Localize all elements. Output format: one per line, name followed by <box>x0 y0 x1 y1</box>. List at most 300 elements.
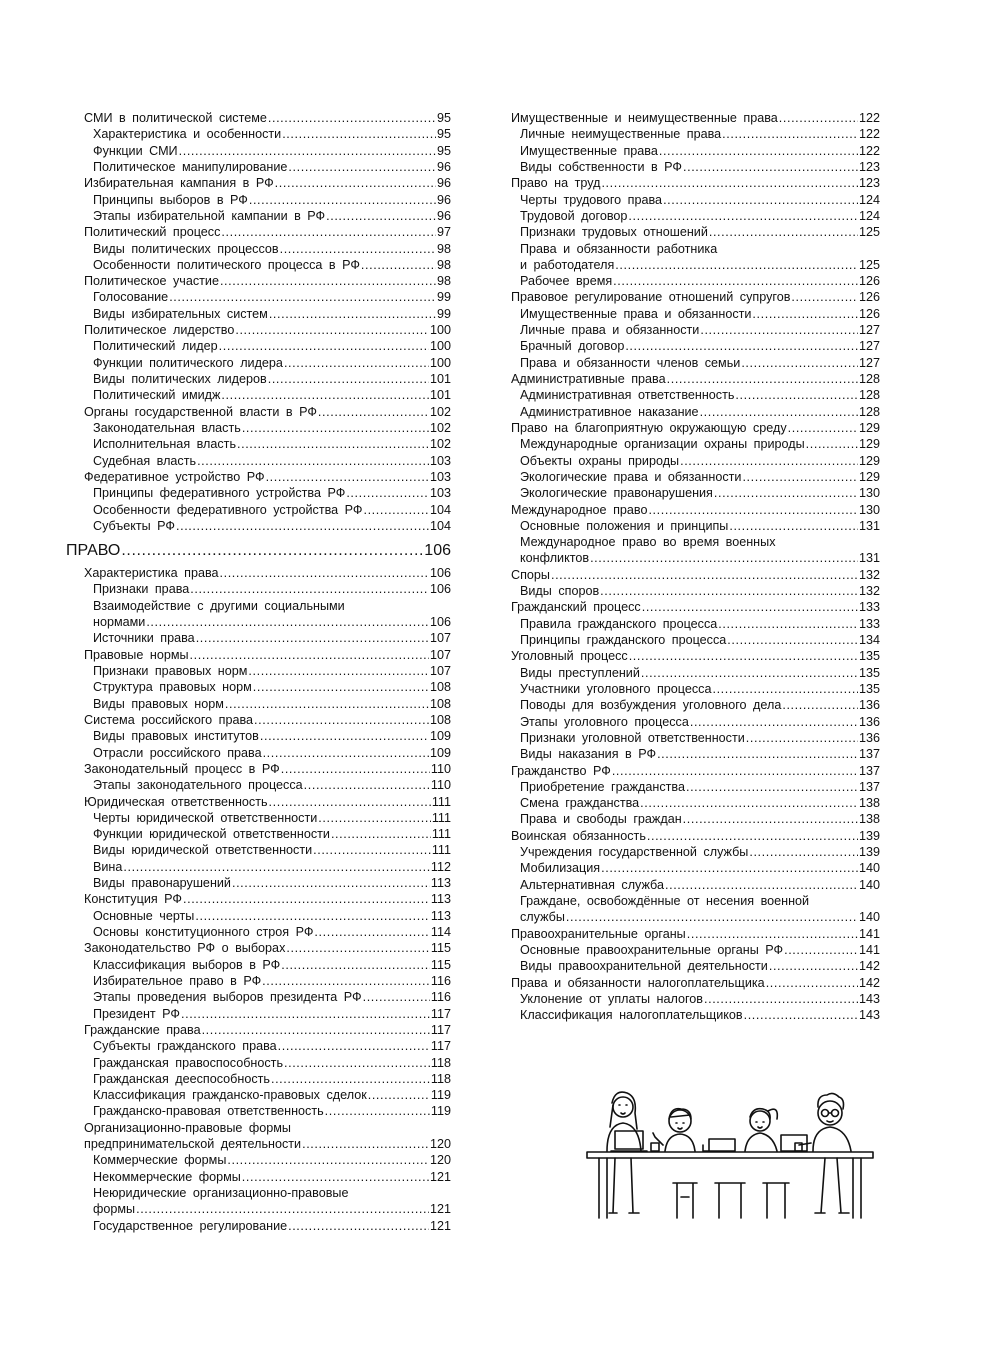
toc-entry-page: 104 <box>429 502 451 517</box>
toc-leader-dots <box>752 306 858 322</box>
toc-entry[interactable] <box>511 763 880 779</box>
toc-leader-dots <box>219 338 429 354</box>
toc-entry[interactable] <box>84 469 451 485</box>
toc-entry-title: Личные права и обязанности <box>520 323 700 338</box>
toc-leader-dots <box>263 745 429 761</box>
toc-entry[interactable] <box>511 485 880 501</box>
toc-leader-dots <box>254 712 429 728</box>
toc-entry[interactable] <box>511 942 880 958</box>
toc-entry[interactable] <box>84 581 451 597</box>
toc-entry-page: 114 <box>430 925 451 939</box>
toc-leader-dots <box>248 663 429 679</box>
toc-entry-page: 140 <box>858 910 880 925</box>
toc-entry[interactable] <box>84 1185 451 1218</box>
toc-entry-title: Гражданство РФ <box>511 763 611 778</box>
toc-leader-dots <box>741 355 858 371</box>
toc-entry-title: Граждане, освобождённые от несения военной <box>520 894 810 908</box>
toc-entry[interactable] <box>84 241 451 257</box>
toc-entry-page: 131 <box>858 551 880 566</box>
toc-entry-title: Некоммерческие формы <box>93 1169 241 1184</box>
toc-entry[interactable] <box>84 143 451 159</box>
toc-entry[interactable] <box>84 859 451 875</box>
toc-entry-page: 138 <box>858 796 880 811</box>
toc-entry[interactable] <box>84 875 451 891</box>
toc-leader-dots <box>629 648 858 664</box>
toc-entry[interactable] <box>511 860 880 876</box>
toc-leader-dots <box>784 942 858 958</box>
toc-leader-dots <box>183 891 430 907</box>
toc-leader-dots <box>197 453 429 469</box>
toc-entry-page: 108 <box>429 680 451 695</box>
toc-entry[interactable] <box>84 891 451 907</box>
toc-entry[interactable] <box>84 826 451 842</box>
toc-leader-dots <box>227 1152 429 1168</box>
toc-leader-dots <box>221 387 429 403</box>
toc-entry-title: Брачный договор <box>520 339 625 354</box>
toc-entry-page: 142 <box>858 975 880 990</box>
toc-leader-dots <box>727 632 858 648</box>
toc-entry-page: 106 <box>429 615 451 630</box>
toc-entry-title: Правила гражданского процесса <box>520 616 718 631</box>
toc-entry-page: 100 <box>429 355 451 370</box>
toc-entry-title: Принципы федеративного устройства РФ <box>93 486 346 501</box>
toc-entry-title: Приобретение гражданства <box>520 779 685 794</box>
toc-entry-page: 98 <box>436 274 451 289</box>
toc-entry-title: Признаки уголовной ответственности <box>520 730 745 745</box>
toc-entry[interactable] <box>84 794 451 810</box>
toc-leader-dots <box>769 958 858 974</box>
toc-entry[interactable] <box>84 712 451 728</box>
toc-entry[interactable] <box>84 810 451 826</box>
toc-entry-page: 127 <box>858 339 880 354</box>
toc-entry-page: 107 <box>429 647 451 662</box>
toc-entry-page: 96 <box>436 208 451 223</box>
toc-entry[interactable] <box>84 404 451 420</box>
toc-entry[interactable] <box>84 159 451 175</box>
toc-entry-page: 111 <box>431 843 451 858</box>
toc-entry[interactable] <box>84 957 451 973</box>
toc-entry-title: Функции СМИ <box>93 143 178 158</box>
toc-entry-page: 123 <box>858 176 880 191</box>
toc-entry-page: 113 <box>430 876 451 891</box>
toc-entry[interactable] <box>84 647 451 663</box>
toc-entry[interactable] <box>84 842 451 858</box>
toc-entry-page: 122 <box>858 111 880 125</box>
toc-leader-dots <box>566 909 858 925</box>
toc-entry[interactable] <box>511 143 880 159</box>
toc-entry[interactable] <box>511 387 880 403</box>
toc-entry-title: Воинская обязанность <box>511 828 646 843</box>
toc-entry[interactable] <box>511 469 880 485</box>
toc-entry[interactable] <box>511 697 880 713</box>
toc-entry[interactable] <box>84 663 451 679</box>
toc-entry[interactable] <box>84 1055 451 1071</box>
toc-entry-title: Юридическая ответственность <box>84 794 268 809</box>
toc-leader-dots <box>288 1218 429 1234</box>
toc-entry[interactable] <box>84 598 451 631</box>
toc-entry[interactable] <box>84 679 451 695</box>
toc-entry[interactable] <box>84 502 451 518</box>
toc-entry-page: 96 <box>436 159 451 174</box>
toc-entry-title: Субъекты РФ <box>93 518 176 533</box>
toc-leader-dots <box>221 224 436 240</box>
toc-entry-page: 96 <box>436 176 451 191</box>
toc-entry[interactable] <box>511 714 880 730</box>
toc-entry-title: Права и обязанности членов семьи <box>520 355 741 370</box>
toc-entry-title: Функции политического лидера <box>93 355 283 370</box>
toc-entry[interactable] <box>511 404 880 420</box>
toc-entry[interactable] <box>84 192 451 208</box>
toc-entry-page: 118 <box>430 1055 451 1070</box>
toc-entry-page: 103 <box>429 453 451 468</box>
toc-entry[interactable] <box>84 175 451 191</box>
toc-entry-title: Права и свободы граждан <box>520 812 682 827</box>
toc-entry-page: 142 <box>858 959 880 974</box>
toc-entry[interactable] <box>84 126 451 142</box>
toc-leader-dots <box>601 175 858 191</box>
toc-entry-page: 102 <box>429 404 451 419</box>
toc-entry-title: Коммерческие формы <box>93 1153 227 1168</box>
toc-entry[interactable] <box>511 322 880 338</box>
toc-entry[interactable] <box>511 893 880 926</box>
toc-entry[interactable] <box>511 289 880 305</box>
toc-leader-dots <box>269 306 436 322</box>
toc-entry-title: Личные неимущественные права <box>520 127 722 142</box>
toc-entry[interactable] <box>84 940 451 956</box>
toc-entry-title: Правовые нормы <box>84 647 189 662</box>
toc-entry-title: Органы государственной власти в РФ <box>84 404 317 419</box>
toc-entry[interactable] <box>511 583 880 599</box>
toc-leader-dots <box>613 273 858 289</box>
toc-entry-title: Особенности политического процесса в РФ <box>93 257 360 272</box>
toc-entry-page: 137 <box>858 763 880 778</box>
toc-entry-title: Виды споров <box>520 584 600 599</box>
toc-entry-title: Президент РФ <box>93 1006 180 1021</box>
toc-entry-page: 126 <box>858 274 880 289</box>
toc-entry[interactable] <box>511 534 880 567</box>
toc-entry[interactable] <box>84 1120 451 1153</box>
toc-entry[interactable] <box>511 453 880 469</box>
toc-leader-dots <box>288 159 436 175</box>
toc-entry[interactable] <box>511 958 880 974</box>
toc-entry-page: 99 <box>436 306 451 321</box>
toc-entry-page: 138 <box>858 812 880 827</box>
toc-entry-page: 120 <box>429 1153 451 1168</box>
toc-leader-dots <box>683 811 858 827</box>
toc-entry[interactable] <box>511 746 880 762</box>
toc-entry[interactable] <box>84 485 451 501</box>
toc-entry[interactable] <box>84 387 451 403</box>
toc-entry-page: 107 <box>429 631 451 646</box>
toc-entry[interactable] <box>511 175 880 191</box>
toc-entry[interactable] <box>84 371 451 387</box>
toc-entry[interactable] <box>511 599 880 615</box>
toc-entry-page: 143 <box>858 991 880 1006</box>
toc-entry-page: 95 <box>436 127 451 142</box>
toc-section-heading[interactable] <box>66 540 451 562</box>
toc-entry-title: Административное наказание <box>520 404 699 419</box>
toc-entry-page: 124 <box>858 192 880 207</box>
toc-entry[interactable] <box>511 371 880 387</box>
toc-entry-page: 122 <box>858 143 880 158</box>
toc-entry[interactable] <box>511 632 880 648</box>
toc-entry[interactable] <box>511 126 880 142</box>
toc-leader-dots <box>600 583 858 599</box>
toc-entry-page: 115 <box>430 941 451 956</box>
toc-entry[interactable] <box>511 616 880 632</box>
toc-leader-dots <box>641 665 858 681</box>
toc-entry[interactable] <box>84 257 451 273</box>
toc-entry-title: Виды правонарушений <box>93 876 231 891</box>
toc-leader-dots <box>659 143 858 159</box>
toc-entry[interactable] <box>511 502 880 518</box>
toc-entry-title: Основные положения и принципы <box>520 518 729 533</box>
toc-entry[interactable] <box>84 1103 451 1119</box>
toc-leader-dots <box>123 859 430 875</box>
toc-leader-dots <box>325 1103 430 1119</box>
toc-entry[interactable] <box>84 518 451 534</box>
toc-entry-title-continued: предпринимательской деятельности <box>84 1137 302 1152</box>
toc-entry-title: Виды собственности в РФ <box>520 159 683 174</box>
toc-entry[interactable] <box>84 745 451 761</box>
toc-entry-title-continued: и работодателя <box>520 257 615 272</box>
toc-entry[interactable] <box>511 1007 880 1023</box>
toc-entry-page: 116 <box>430 973 451 988</box>
toc-leader-dots <box>363 989 430 1005</box>
toc-entry-page: 128 <box>858 372 880 386</box>
toc-entry-title: Черты юридической ответственности <box>93 810 318 825</box>
toc-leader-dots <box>640 795 858 811</box>
toc-entry[interactable] <box>84 355 451 371</box>
toc-entry-title: Этапы проведения выборов президента РФ <box>93 990 362 1005</box>
toc-entry[interactable] <box>511 828 880 844</box>
toc-leader-dots <box>782 697 858 713</box>
toc-entry[interactable] <box>511 306 880 322</box>
toc-entry[interactable] <box>84 420 451 436</box>
toc-entry-page: 126 <box>858 290 880 305</box>
toc-leader-dots <box>657 746 858 762</box>
toc-entry[interactable] <box>511 844 880 860</box>
toc-leader-dots <box>615 257 858 273</box>
toc-entry-title: Гражданская дееспособность <box>93 1071 270 1086</box>
toc-entry-title: Этапы законодательного процесса <box>93 778 303 793</box>
toc-entry-title: СМИ в политической системе <box>84 111 267 125</box>
toc-leader-dots <box>718 616 858 632</box>
toc-entry[interactable] <box>84 1006 451 1022</box>
toc-entry[interactable] <box>84 1152 451 1168</box>
toc-entry-page: 108 <box>429 712 451 727</box>
toc-entry-title: Виды наказания в РФ <box>520 747 657 762</box>
toc-entry[interactable] <box>511 975 880 991</box>
toc-entry-page: 127 <box>858 323 880 338</box>
toc-entry[interactable] <box>84 1022 451 1038</box>
toc-entry-title: Споры <box>511 567 550 582</box>
toc-entry-page: 109 <box>429 745 451 760</box>
toc-entry-title: Функции юридической ответственности <box>93 827 330 842</box>
toc-entry[interactable] <box>511 567 880 583</box>
toc-entry-page: 96 <box>436 192 451 207</box>
toc-leader-dots <box>700 322 858 338</box>
toc-leader-dots <box>318 810 431 826</box>
toc-entry[interactable] <box>511 991 880 1007</box>
toc-entry-page: 103 <box>429 469 451 484</box>
toc-entry-title: ПРАВО <box>66 542 121 560</box>
toc-leader-dots <box>686 779 858 795</box>
toc-entry[interactable] <box>84 322 451 338</box>
toc-entry-title: Смена гражданства <box>520 796 640 811</box>
toc-entry-title: Виды правовых институтов <box>93 729 259 744</box>
toc-leader-dots <box>284 355 429 371</box>
toc-entry-title: Имущественные права и обязанности <box>520 306 752 321</box>
toc-entry-title: Политическое участие <box>84 274 219 289</box>
toc-entry[interactable] <box>511 681 880 697</box>
toc-leader-dots <box>269 794 431 810</box>
toc-entry[interactable] <box>84 289 451 305</box>
toc-entry[interactable] <box>511 110 880 126</box>
toc-entry[interactable] <box>84 908 451 924</box>
toc-entry[interactable] <box>511 192 880 208</box>
toc-entry-page: 133 <box>858 600 880 615</box>
toc-entry[interactable] <box>511 208 880 224</box>
toc-entry[interactable] <box>511 159 880 175</box>
toc-entry[interactable] <box>511 730 880 746</box>
toc-entry-title: Взаимодействие с другими социальными <box>93 598 345 613</box>
toc-leader-dots <box>278 1038 430 1054</box>
toc-entry[interactable] <box>511 665 880 681</box>
toc-entry-page: 136 <box>858 730 880 745</box>
toc-entry-page: 102 <box>429 437 451 452</box>
toc-entry-title: Характеристика права <box>84 566 219 581</box>
toc-entry-page: 95 <box>436 111 451 125</box>
toc-entry[interactable] <box>511 436 880 452</box>
toc-entry[interactable] <box>511 877 880 893</box>
toc-leader-dots <box>302 1136 429 1152</box>
toc-leader-dots <box>346 485 429 501</box>
toc-leader-dots <box>146 614 429 630</box>
toc-entry[interactable] <box>84 565 451 581</box>
toc-leader-dots <box>169 289 436 305</box>
toc-entry[interactable] <box>84 110 451 126</box>
toc-entry-page: 123 <box>858 159 880 174</box>
toc-entry[interactable] <box>84 1038 451 1054</box>
toc-entry-page: 121 <box>429 1202 451 1217</box>
toc-leader-dots <box>683 159 858 175</box>
toc-leader-dots <box>181 1006 430 1022</box>
toc-entry[interactable] <box>84 1169 451 1185</box>
toc-leader-dots <box>744 1007 858 1023</box>
toc-leader-dots <box>237 436 429 452</box>
toc-entry-title-continued: формы <box>93 1202 136 1217</box>
toc-entry[interactable] <box>84 1087 451 1103</box>
toc-entry[interactable] <box>84 1218 451 1234</box>
toc-entry-page: 101 <box>429 372 451 386</box>
toc-leader-dots <box>275 175 436 191</box>
toc-entry-page: 111 <box>431 794 451 809</box>
toc-entry-title: Политический имидж <box>93 388 221 403</box>
toc-entry-title: Рабочее время <box>520 274 613 289</box>
toc-entry[interactable] <box>84 453 451 469</box>
toc-entry-page: 113 <box>430 892 451 907</box>
toc-entry[interactable] <box>84 436 451 452</box>
toc-entry-page: 102 <box>429 420 451 435</box>
toc-entry[interactable] <box>84 777 451 793</box>
toc-entry[interactable] <box>84 696 451 712</box>
toc-entry-title: Право на благоприятную окружающую среду <box>511 420 787 435</box>
toc-entry-title: Гражданско-правовая ответственность <box>93 1104 324 1119</box>
toc-entry-page: 137 <box>858 779 880 794</box>
toc-entry[interactable] <box>511 241 880 274</box>
toc-entry[interactable] <box>511 355 880 371</box>
toc-entry[interactable] <box>511 926 880 942</box>
toc-entry[interactable] <box>84 208 451 224</box>
toc-leader-dots <box>176 518 429 534</box>
toc-leader-dots <box>268 110 436 126</box>
toc-entry-title: Гражданская правоспособность <box>93 1055 283 1070</box>
toc-entry-title: Черты трудового права <box>520 192 663 207</box>
toc-entry-title: Основные правоохранительные органы РФ <box>520 942 784 957</box>
toc-entry[interactable] <box>84 224 451 240</box>
toc-entry-page: 117 <box>430 1022 451 1037</box>
toc-entry-page: 107 <box>429 664 451 678</box>
toc-entry-page: 106 <box>429 582 451 597</box>
toc-entry[interactable] <box>511 518 880 534</box>
toc-entry-title: Поводы для возбуждения уголовного дела <box>520 698 782 713</box>
toc-entry[interactable] <box>511 420 880 436</box>
toc-leader-dots <box>735 387 858 403</box>
toc-leader-dots <box>663 192 858 208</box>
toc-leader-dots <box>190 647 429 663</box>
toc-entry-page: 104 <box>429 518 451 533</box>
toc-entry[interactable] <box>84 989 451 1005</box>
toc-leader-dots <box>742 469 858 485</box>
toc-entry[interactable] <box>84 338 451 354</box>
toc-entry-page: 132 <box>858 584 880 599</box>
toc-leader-dots <box>690 714 858 730</box>
toc-entry[interactable] <box>511 273 880 289</box>
toc-entry-title: Избирательное право в РФ <box>93 973 262 988</box>
toc-entry[interactable] <box>511 224 880 240</box>
toc-entry[interactable] <box>511 648 880 664</box>
toc-entry[interactable] <box>511 795 880 811</box>
toc-entry[interactable] <box>84 273 451 289</box>
toc-entry-title: Государственное регулирование <box>93 1218 288 1233</box>
toc-entry[interactable] <box>84 973 451 989</box>
toc-entry[interactable] <box>511 811 880 827</box>
toc-entry-page: 139 <box>858 845 880 860</box>
toc-entry-title: Конституция РФ <box>84 892 183 907</box>
toc-entry[interactable] <box>511 338 880 354</box>
toc-entry[interactable] <box>84 728 451 744</box>
toc-entry[interactable] <box>84 761 451 777</box>
toc-entry-page: 128 <box>858 404 880 419</box>
toc-entry-page: 119 <box>430 1104 451 1119</box>
toc-entry-title: Виды преступлений <box>520 665 640 680</box>
toc-entry-page: 98 <box>436 241 451 256</box>
toc-entry-page: 113 <box>430 908 451 923</box>
toc-entry[interactable] <box>84 306 451 322</box>
toc-entry-page: 134 <box>858 633 880 647</box>
toc-entry[interactable] <box>84 630 451 646</box>
toc-leader-dots <box>687 926 858 942</box>
toc-entry[interactable] <box>84 1071 451 1087</box>
toc-leader-dots <box>648 502 858 518</box>
toc-entry-title: Организационно-правовые формы <box>84 1120 291 1135</box>
toc-entry-page: 112 <box>430 859 451 874</box>
toc-entry-title: Политическое манипулирование <box>93 159 288 174</box>
toc-leader-dots <box>331 826 431 842</box>
toc-entry[interactable] <box>511 779 880 795</box>
toc-entry[interactable] <box>84 924 451 940</box>
